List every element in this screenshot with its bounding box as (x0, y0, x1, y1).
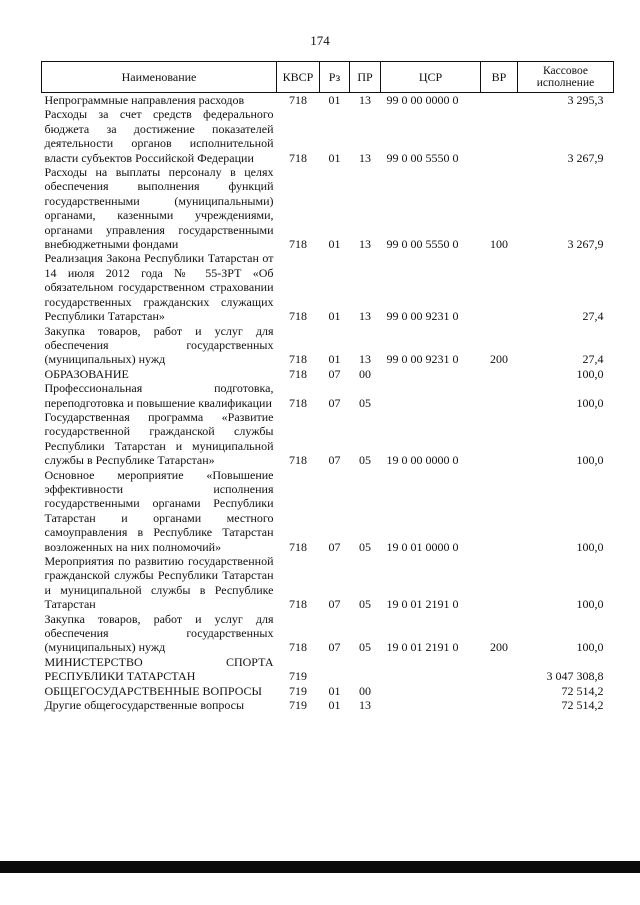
row-rz: 01 (328, 309, 341, 324)
row-amount: 3 267,9 (567, 150, 604, 165)
row-amount: 72 514,2 (561, 698, 604, 713)
row-rz: 07 (328, 366, 341, 381)
row-kvsr: 718 (289, 366, 307, 381)
row-vr (481, 698, 518, 712)
row-rz (320, 655, 350, 684)
row-pr: 05 (359, 395, 371, 410)
row-amount: 100,0 (576, 453, 604, 468)
row-csr (381, 367, 481, 381)
row-amount: 100,0 (576, 539, 604, 554)
table-row (42, 165, 614, 251)
row-name: ОБРАЗОВАНИЕ (44, 366, 129, 381)
row-name: МИНИСТЕРСТВО СПОРТА РЕСПУБЛИКИ ТАТАРСТАН (44, 654, 274, 684)
row-csr: 19 0 00 0000 0 (386, 453, 459, 468)
row-rz: 01 (328, 352, 341, 367)
row-pr: 05 (359, 597, 371, 612)
row-rz: 01 (328, 93, 341, 107)
row-vr (481, 410, 518, 468)
row-kvsr: 718 (289, 352, 307, 367)
table-row (42, 367, 614, 381)
row-vr (481, 107, 518, 165)
table-row (42, 612, 614, 655)
row-pr: 00 (359, 366, 371, 381)
page-number: 174 (310, 33, 330, 48)
table-body (42, 93, 614, 713)
row-name: Государственная программа «Развитие государственной гражданской службы Республики Татарстан и муниципальной службы в Республике Татарстан» (44, 409, 274, 468)
table-row (42, 554, 614, 612)
row-csr: 99 0 00 5550 0 (386, 237, 459, 252)
row-vr (481, 655, 518, 684)
row-name: Другие общегосударственные вопросы (44, 698, 245, 713)
row-rz: 07 (328, 539, 341, 554)
row-amount: 27,4 (582, 309, 604, 324)
row-csr: 19 0 01 2191 0 (386, 640, 459, 655)
table-row (42, 655, 614, 684)
row-csr (381, 698, 481, 712)
row-kvsr: 719 (289, 669, 307, 684)
row-pr: 13 (359, 309, 371, 324)
row-csr: 99 0 00 9231 0 (386, 352, 459, 367)
row-name: Непрограммные направления расходов (44, 93, 245, 107)
row-name: Профессиональная подготовка, переподготовка и повышение квалификации (44, 381, 274, 410)
row-kvsr: 718 (289, 539, 307, 554)
row-kvsr: 718 (289, 453, 307, 468)
row-rz: 07 (328, 597, 341, 612)
row-csr (381, 684, 481, 698)
row-kvsr: 718 (289, 395, 307, 410)
row-pr: 05 (359, 453, 371, 468)
row-name: Закупка товаров, работ и услуг для обеспечения государственных (муниципальных) нужд (44, 611, 274, 655)
row-vr (481, 381, 518, 410)
row-pr: 13 (359, 150, 371, 165)
row-csr: 19 0 01 2191 0 (386, 597, 459, 612)
row-kvsr: 719 (289, 683, 307, 698)
row-rz: 07 (328, 453, 341, 468)
row-rz: 07 (328, 640, 341, 655)
table-row (42, 251, 614, 323)
row-name: Закупка товаров, работ и услуг для обеспечения государственных (муниципальных) нужд (44, 323, 274, 367)
header-kvsr: КВСР (277, 62, 320, 93)
row-name: Расходы за счет средств федерального бюджета за достижение показателей деятельности органов исполнительной власти субъектов Российской Федерации (44, 107, 274, 165)
table-row (42, 684, 614, 698)
row-vr: 200 (490, 352, 508, 367)
header-vr: ВР (481, 62, 518, 93)
row-pr: 05 (359, 640, 371, 655)
row-kvsr: 719 (289, 698, 307, 713)
row-vr (481, 554, 518, 612)
table-row (42, 698, 614, 712)
row-amount: 100,0 (576, 640, 604, 655)
scan-bottom-band (0, 861, 640, 873)
row-kvsr: 718 (289, 309, 307, 324)
row-csr (381, 655, 481, 684)
row-name: Реализация Закона Республики Татарстан от 14 июля 2012 года № 55-ЗРТ «Об обязательном государственном страховании государственных гражданских служащих Республики Татарстан» (44, 251, 274, 324)
row-pr: 13 (359, 93, 371, 107)
row-kvsr: 718 (289, 597, 307, 612)
row-amount: 3 267,9 (567, 237, 604, 252)
header-pr: ПР (350, 62, 381, 93)
header-name: Наименование (42, 62, 277, 93)
row-csr: 99 0 00 0000 0 (386, 93, 459, 107)
header-csr: ЦСР (381, 62, 481, 93)
row-csr: 19 0 01 0000 0 (386, 539, 459, 554)
row-kvsr: 718 (289, 640, 307, 655)
row-amount: 100,0 (576, 395, 604, 410)
row-pr (350, 655, 381, 684)
row-vr (481, 251, 518, 323)
row-vr (481, 684, 518, 698)
row-csr (381, 381, 481, 410)
table-row (42, 107, 614, 165)
row-amount: 100,0 (576, 597, 604, 612)
row-vr (481, 93, 518, 108)
row-rz: 01 (328, 150, 341, 165)
header-rz: Рз (320, 62, 350, 93)
row-amount: 3 047 308,8 (546, 669, 604, 684)
row-pr: 05 (359, 539, 371, 554)
row-rz: 07 (328, 395, 341, 410)
row-pr: 00 (359, 683, 371, 698)
row-csr: 99 0 00 5550 0 (386, 150, 459, 165)
row-kvsr: 718 (289, 237, 307, 252)
row-kvsr: 718 (289, 93, 307, 107)
row-rz: 01 (328, 698, 341, 713)
row-kvsr: 718 (289, 150, 307, 165)
row-vr: 100 (490, 237, 508, 252)
row-pr: 13 (359, 698, 371, 713)
row-pr: 13 (359, 237, 371, 252)
budget-table (41, 61, 614, 712)
row-name: Основное мероприятие «Повышение эффективности исполнения государственными органами Республики Татарстан и органами местного самоуправления в Республике Татарстан возложенных на них полномочий» (44, 467, 274, 554)
row-vr (481, 367, 518, 381)
table-row (42, 93, 614, 108)
row-name: ОБЩЕГОСУДАРСТВЕННЫЕ ВОПРОСЫ (44, 683, 262, 698)
row-amount: 72 514,2 (561, 683, 604, 698)
table-row (42, 381, 614, 410)
row-pr: 13 (359, 352, 371, 367)
table-row (42, 410, 614, 468)
row-name: Мероприятия по развитию государственной гражданской службы Республики Татарстан и муниципальной службы в Республике Татарстан (44, 554, 274, 612)
table-row (42, 468, 614, 554)
row-amount: 3 295,3 (567, 93, 604, 107)
row-csr: 99 0 00 9231 0 (386, 309, 459, 324)
row-amount: 100,0 (576, 366, 604, 381)
table-row (42, 324, 614, 367)
row-name: Расходы на выплаты персоналу в целях обеспечения выполнения функций государственными (муниципальными) органами, казенными учреждениями, органами управления государственными внебюджетными фондами (44, 165, 274, 252)
row-amount: 27,4 (582, 352, 604, 367)
row-vr (481, 468, 518, 554)
header-execution: Кассовое исполнение (518, 62, 614, 93)
row-rz: 01 (328, 237, 341, 252)
row-vr: 200 (490, 640, 508, 655)
table-header-row (42, 62, 614, 93)
row-rz: 01 (328, 683, 341, 698)
